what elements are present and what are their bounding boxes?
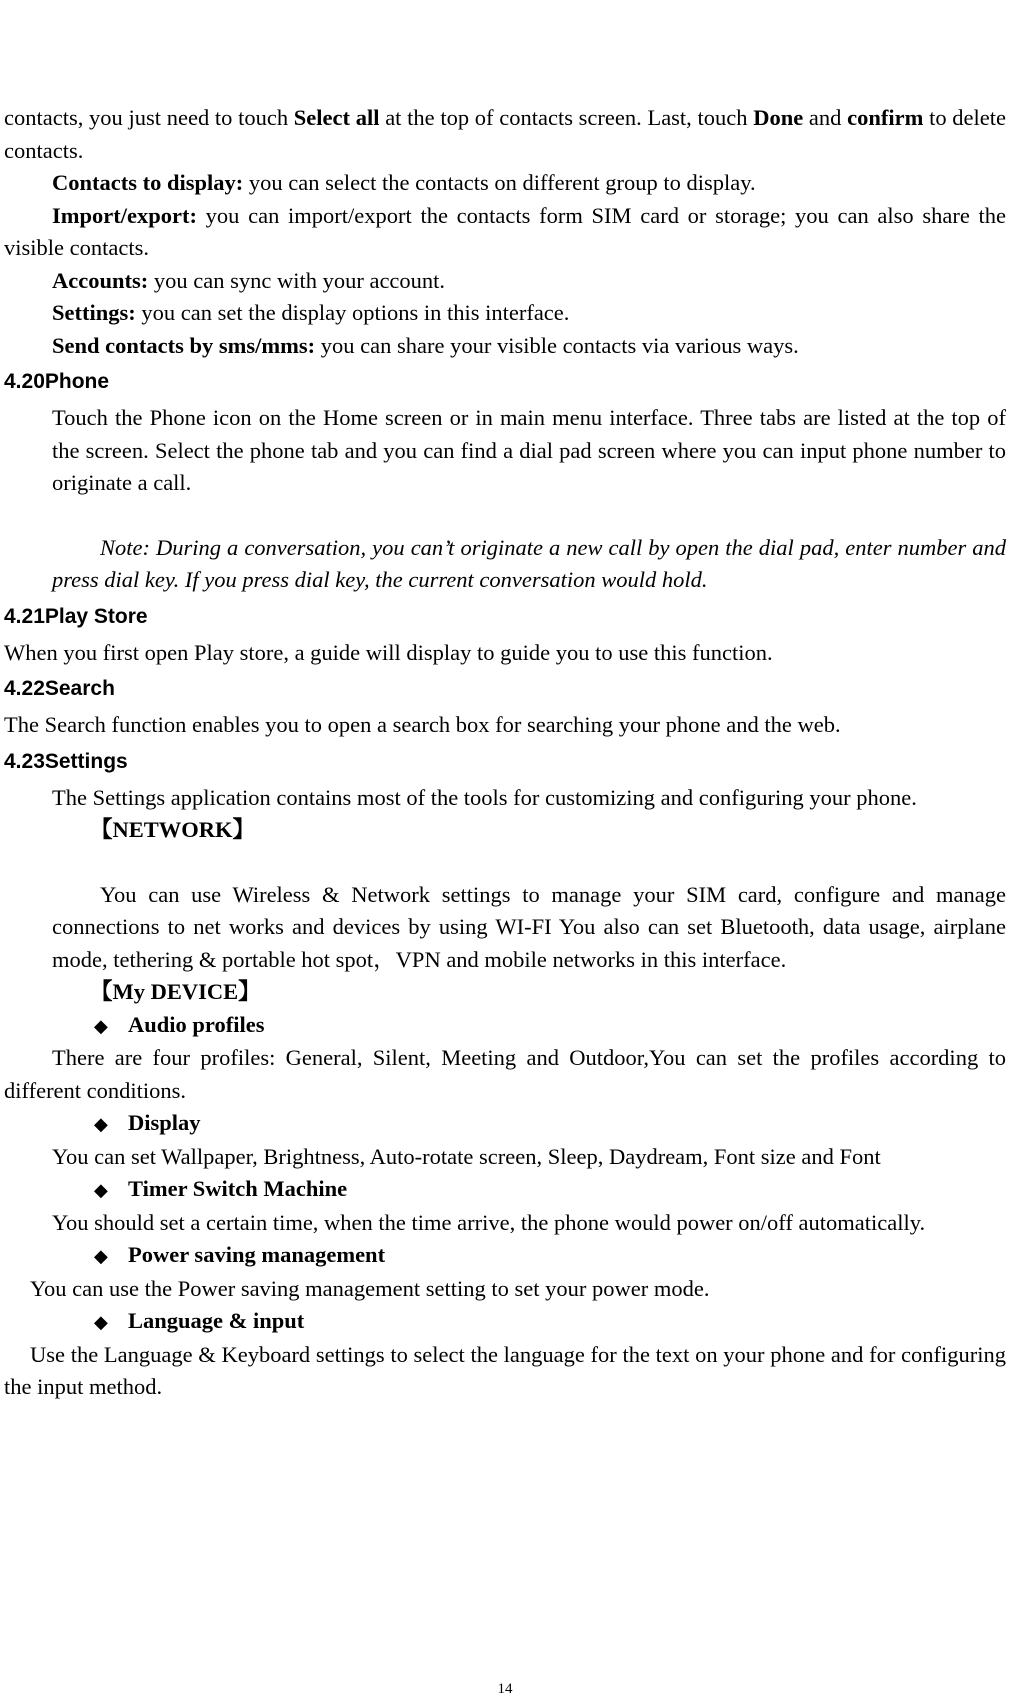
- accounts-label: Accounts:: [52, 267, 149, 293]
- diamond-bullet-icon: ◆: [94, 1312, 108, 1332]
- bullet-title: Language & input: [128, 1308, 305, 1333]
- diamond-bullet-icon: ◆: [94, 1246, 108, 1266]
- done-term: Done: [753, 105, 804, 130]
- send-contacts-text: you can share your visible contacts via various ways.: [315, 332, 799, 358]
- settings-body: The Settings application contains most of the tools for customizing and configuring your phone.: [52, 784, 917, 810]
- bullet-title: Audio profiles: [128, 1011, 265, 1037]
- text-run: at the top of contacts screen. Last, touch: [379, 105, 754, 130]
- network-label: 【NETWORK】: [90, 817, 256, 842]
- contacts-delete-paragraph: [4, 102, 1006, 167]
- bullet-timer-switch-machine: [4, 1173, 1006, 1207]
- bullet-title: Timer Switch Machine: [128, 1176, 348, 1201]
- section-heading-search: 4.22Search: [4, 677, 115, 700]
- diamond-bullet-icon: ◆: [94, 1015, 108, 1036]
- document-page: [4, 102, 1006, 1404]
- accounts-paragraph: [4, 265, 1006, 298]
- phone-note-text: Note: During a conversation, you can’t originate a new call by open the dial pad, enter number and press dial key. If you press dial key, the current conversation would hold.: [52, 534, 1006, 592]
- section-heading-phone: 4.20Phone: [4, 370, 110, 393]
- section-heading-settings: 4.23Settings: [4, 749, 128, 773]
- accounts-text: you can sync with your account.: [148, 267, 446, 293]
- language-input-body: Use the Language & Keyboard settings to select the language for the text on your phone and for configuring the input method.: [4, 1341, 1006, 1399]
- phone-body: Touch the Phone icon on the Home screen or in main menu interface. Three tabs are listed at the top of the screen. Select the phone tab and you can find a dial pad screen where you can input phone number to originate a call.: [52, 405, 1006, 495]
- spacer: [4, 500, 1006, 532]
- bullet-display: [4, 1107, 1006, 1141]
- text-run: and: [803, 105, 848, 130]
- settings-paragraph: [4, 297, 1006, 330]
- send-contacts-label: Send contacts by sms/mms:: [52, 332, 316, 358]
- page-number: 14: [497, 1681, 513, 1697]
- bullet-audio-profiles: [4, 1009, 1006, 1043]
- power-saving-body: You can use the Power saving management setting to set your power mode.: [30, 1275, 710, 1301]
- contacts-to-display-paragraph: [4, 167, 1006, 200]
- spacer: [4, 847, 1006, 879]
- import-export-label: Import/export:: [52, 202, 197, 228]
- contacts-to-display-label: Contacts to display:: [52, 170, 244, 195]
- play-store-body: When you first open Play store, a guide will display to guide you to use this function.: [4, 639, 773, 665]
- audio-profiles-body: There are four profiles: General, Silent, Meeting and Outdoor,You can set the profiles according to different conditions.: [4, 1045, 1006, 1103]
- confirm-term: confirm: [847, 105, 924, 130]
- network-body: You can use Wireless & Network settings to manage your SIM card, configure and manage connections to net works and devices by using WI-FI You also can set Bluetooth, data usage, airplane mode, tethering & portable hot spot，VPN and mobile networks in this interface.: [52, 881, 1006, 972]
- section-heading-play-store: 4.21Play Store: [4, 604, 148, 628]
- select-all-term: Select all: [293, 105, 380, 130]
- timer-switch-body: You should set a certain time, when the time arrive, the phone would power on/off automatically.: [52, 1209, 926, 1235]
- diamond-bullet-icon: ◆: [94, 1180, 108, 1200]
- diamond-bullet-icon: ◆: [94, 1114, 108, 1134]
- import-export-paragraph: [4, 200, 1006, 265]
- settings-label: Settings:: [52, 300, 136, 325]
- bullet-power-saving: [4, 1239, 1006, 1273]
- text-run: contacts, you just need to touch: [4, 105, 294, 130]
- bullet-title: Display: [128, 1110, 201, 1135]
- send-contacts-paragraph: [4, 330, 1006, 363]
- import-export-text: you can import/export the contacts form SIM card or storage; you can also share the visible contacts.: [4, 202, 1006, 260]
- display-body: You can set Wallpaper, Brightness, Auto-rotate screen, Sleep, Daydream, Font size and Font: [52, 1143, 881, 1169]
- my-device-label: 【My DEVICE】: [90, 979, 261, 1004]
- bullet-language-input: [4, 1305, 1006, 1339]
- phone-note: [52, 532, 1006, 597]
- contacts-to-display-text: you can select the contacts on different group to display.: [243, 170, 756, 195]
- bullet-title: Power saving management: [128, 1242, 386, 1267]
- settings-text: you can set the display options in this interface.: [135, 300, 570, 325]
- text-run: to delete contacts.: [4, 105, 1006, 163]
- search-body: The Search function enables you to open a search box for searching your phone and the web.: [4, 712, 841, 737]
